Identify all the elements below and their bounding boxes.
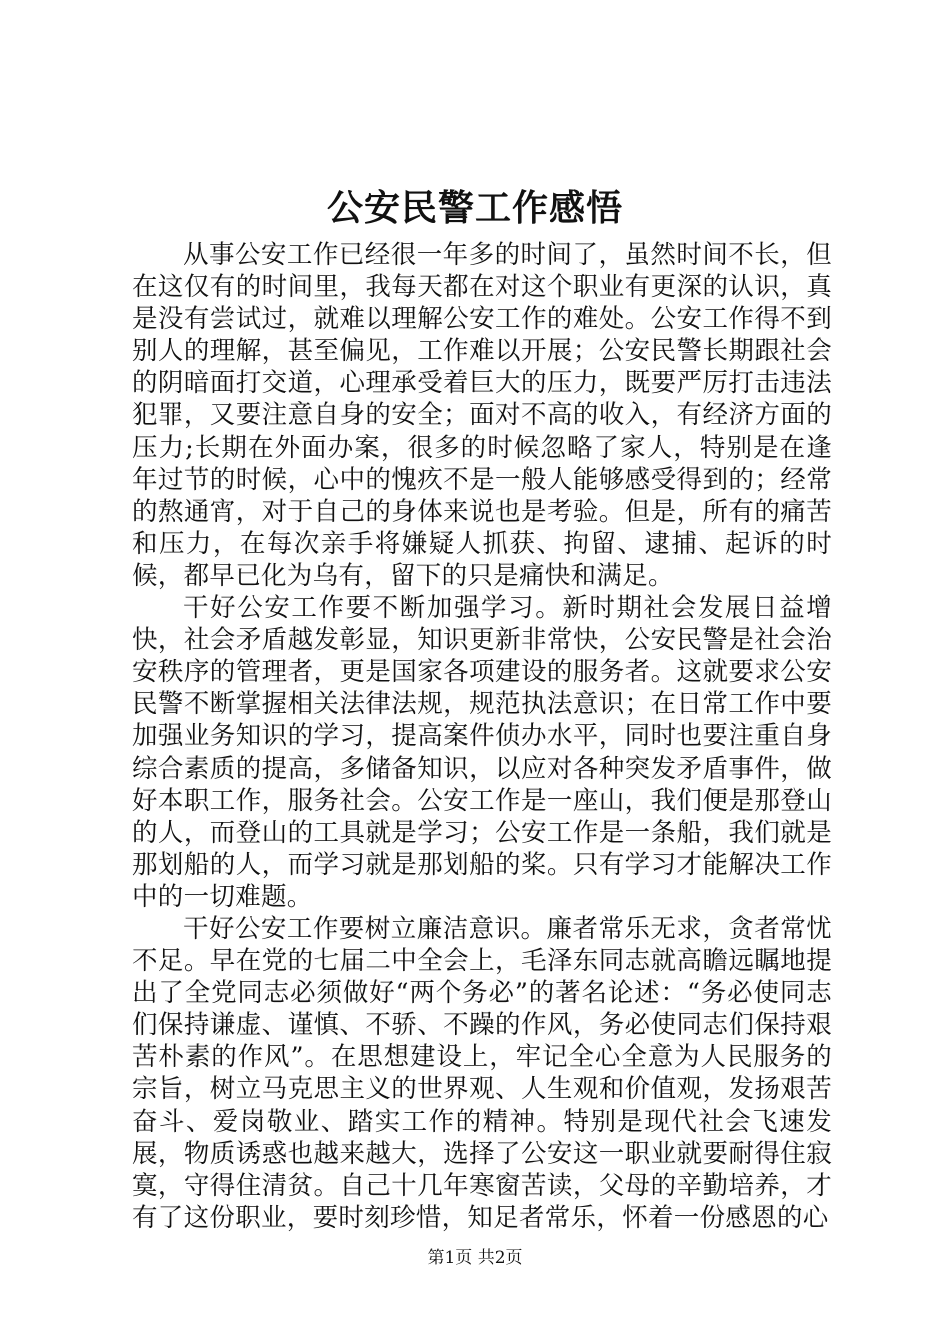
page-number-label: 第1页 共2页 [427,1248,523,1268]
document-title: 公安民警工作感悟 [326,187,623,229]
page-footer [0,1246,950,1270]
paragraph-1: 从事公安工作已经很一年多的时间了，虽然时间不长，但在这仅有的时间里，我每天都在对这个职业有更深的认识，真是没有尝试过，就难以理解公安工作的难处。公安工作得不到别人的理解，甚至偏见，工作难以开展；公安民警长期跟社会的阴暗面打交道，心理承受着巨大的压力，既要严厉打击违法犯罪，又要注意自身的安全；面对不高的收入，有经济方面的压力;长期在外面办案，很多的时候忽略了家人，特别是在逢年过节的时候，心中的愧疚不是一般人能够感受得到的；经常的熬通宵，对于自己的身体来说也是考验。但是，所有的痛苦和压力，在每次亲手将嫌疑人抓获、拘留、逮捕、起诉的时候，都早已化为乌有，留下的只是痛快和满足。 [132,240,832,591]
paragraph-2: 干好公安工作要不断加强学习。新时期社会发展日益增快，社会矛盾越发彰显，知识更新非常快，公安民警是社会治安秩序的管理者，更是国家各项建设的服务者。这就要求公安民警不断掌握相关法律法规，规范执法意识；在日常工作中要加强业务知识的学习，提高案件侦办水平，同时也要注重自身综合素质的提高，多储备知识，以应对各种突发矛盾事件，做好本职工作，服务社会。公安工作是一座山，我们便是那登山的人，而登山的工具就是学习；公安工作是一条船，我们就是那划船的人，而学习就是那划船的桨。只有学习才能解决工作中的一切难题。 [132,593,832,912]
document-body [132,239,832,1234]
paragraph-3: 干好公安工作要树立廉洁意识。廉者常乐无求，贪者常忧不足。早在党的七届二中全会上，毛泽东同志就高瞻远瞩地提出了全党同志必须做好“两个务必”的著名论述：“务必使同志们保持谦虚、谨慎、不骄、不躁的作风，务必使同志们保持艰苦朴素的作风”。在思想建设上，牢记全心全意为人民服务的宗旨，树立马克思主义的世界观、人生观和价值观，发扬艰苦奋斗、爱岗敬业、踏实工作的精神。特别是现代社会飞速发展，物质诱惑也越来越大，选择了公安这一职业就要耐得住寂寞，守得住清贫。自己十几年寒窗苦读，父母的辛勤培养，才有了这份职业，要时刻珍惜，知足者常乐，怀着一份感恩的心 [132,913,832,1233]
